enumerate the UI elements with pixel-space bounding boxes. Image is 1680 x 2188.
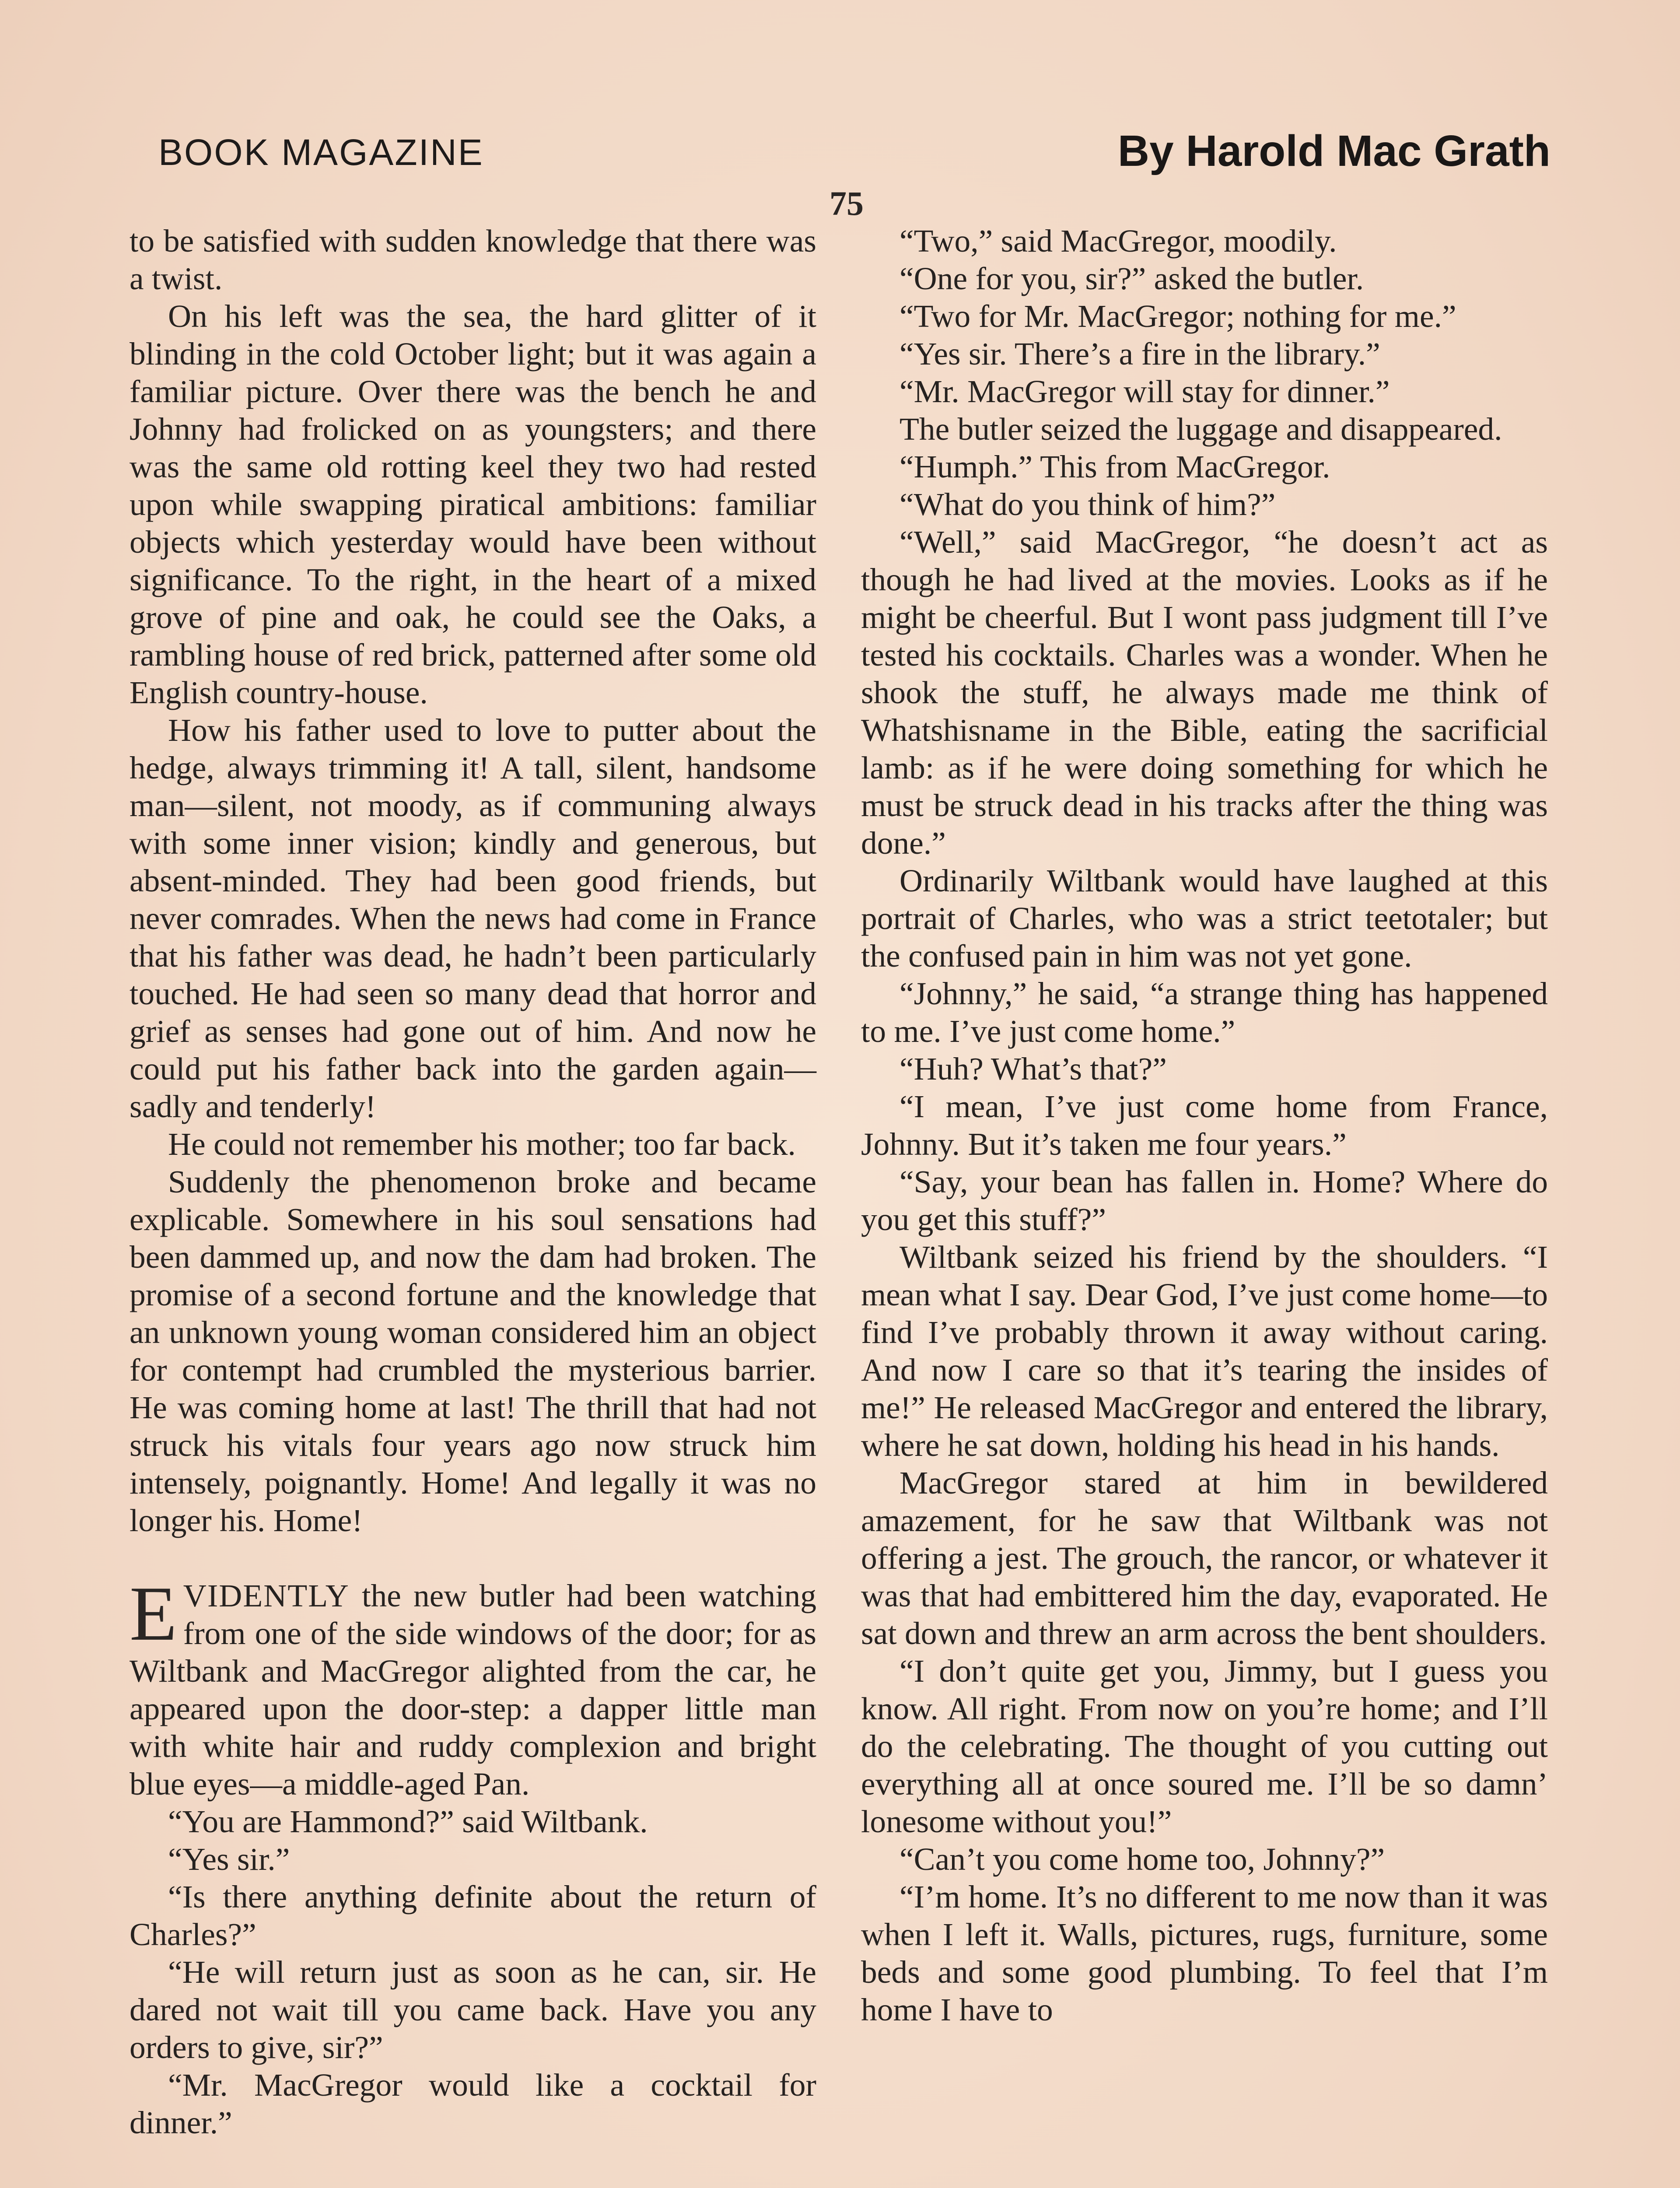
page-number: 75: [830, 184, 864, 222]
paragraph: MacGregor stared at him in bewildered amazement, for he saw that Wiltbank was not offering a jest. The grouch, the rancor, or whatever it was that had embittered him the day, evaporated. He sat down and threw an arm across the bent shoulders.: [861, 1465, 1548, 1651]
right-text-column: [861, 222, 1548, 2029]
paragraph: “I don’t quite get you, Jimmy, but I guess you know. All right. From now on you’re home; and I’ll do the celebrating. The thought of you cutting out everything all at once soured me. I’ll be so damn’ lonesome without you!”: [861, 1653, 1548, 1839]
paragraph: “Mr. MacGregor will stay for dinner.”: [900, 374, 1390, 409]
paragraph: “Yes sir.”: [168, 1841, 290, 1877]
left-text-column: [130, 222, 816, 2142]
paragraph: “He will return just as soon as he can, sir. He dared not wait till you came back. Have you any orders to give, sir?”: [130, 1954, 816, 2065]
paragraph: “Say, your bean has fallen in. Home? Where do you get this stuff?”: [861, 1164, 1548, 1237]
paragraph-text: the new butler had been watching from one of the side windows of the door; for as Wiltbank and MacGregor alighted from the car, he appeared upon the door-step: a dapper little man with white hair and ruddy complexion and bright blue eyes—a middle-aged Pan.: [130, 1578, 816, 1802]
paragraph: Wiltbank seized his friend by the shoulders. “I mean what I say. Dear God, I’ve just come home—to find I’ve probably thrown it away without caring. And now I care so that it’s tearing the insides of me!” He released MacGregor and entered the library, where he sat down, holding his head in his hands.: [861, 1239, 1548, 1463]
author-byline: By Harold Mac Grath: [1117, 126, 1550, 175]
paragraph: “Huh? What’s that?”: [900, 1051, 1167, 1087]
paragraph: “One for you, sir?” asked the butler.: [900, 261, 1364, 296]
paragraph: “Well,” said MacGregor, “he doesn’t act as though he had lived at the movies. Looks as if he might be cheerful. But I wont pass judgment till I’ve tested his cocktails. Charles was a wonder. When he shook the stuff, he always made me think of Whatshisname in the Bible, eating the sacrificial lamb: as if he were doing something for which he must be struck dead in his tracks after the thing was done.”: [861, 524, 1548, 861]
opening-word: VIDENTLY: [183, 1578, 350, 1613]
paragraph: “Two for Mr. MacGregor; nothing for me.”: [900, 298, 1456, 334]
paragraph: The butler seized the luggage and disappeared.: [900, 411, 1502, 447]
publication-title: BOOK MAGAZINE: [158, 132, 484, 173]
paragraph: Ordinarily Wiltbank would have laughed at this portrait of Charles, who was a strict teetotaler; but the confused pain in him was not yet gone.: [861, 863, 1548, 974]
paragraph: “Mr. MacGregor would like a cocktail for dinner.”: [130, 2067, 816, 2140]
paragraph: “I’m home. It’s no different to me now than it was when I left it. Walls, pictures, rugs, furniture, some beds and some good plumbing. To feel that I’m home I have to: [861, 1879, 1548, 2027]
paragraph: Suddenly the phenomenon broke and became explicable. Somewhere in his soul sensations had been dammed up, and now the dam had broken. The promise of a second fortune and the knowledge that an unknown young woman considered him an object for contempt had crumbled the mysterious barrier. He was coming home at last! The thrill that had not struck his vitals four years ago now struck him intensely, poignantly. Home! And legally it was no longer his. Home!: [130, 1164, 816, 1538]
paragraph: “You are Hammond?” said Wiltbank.: [168, 1804, 648, 1839]
paragraph: He could not remember his mother; too far back.: [168, 1126, 796, 1162]
paragraph: “What do you think of him?”: [900, 487, 1276, 522]
drop-cap: E: [130, 1570, 177, 1657]
paragraph: “Yes sir. There’s a fire in the library.”: [900, 336, 1380, 372]
paragraph: to be satisfied with sudden knowledge that there was a twist.: [130, 223, 816, 296]
section-opening-paragraph: [130, 1570, 816, 1803]
paragraph: On his left was the sea, the hard glitter of it blinding in the cold October light; but it was again a familiar picture. Over there was the bench he and Johnny had frolicked on as youngsters; and there was the same old rotting keel they two had rested upon while swapping piratical ambitions: familiar objects which yesterday would have been without significance. To the right, in the heart of a mixed grove of pine and oak, he could see the Oaks, a rambling house of red brick, patterned after some old English country-house.: [130, 298, 816, 710]
paragraph: “Two,” said MacGregor, moodily.: [900, 223, 1337, 259]
paragraph: How his father used to love to putter about the hedge, always trimming it! A tall, silent, handsome man—silent, not moody, as if communing always with some inner vision; kindly and generous, but absent-minded. They had been good friends, but never comrades. When the news had come in France that his father was dead, he hadn’t been particularly touched. He had seen so many dead that horror and grief as senses had gone out of him. And now he could put his father back into the garden again—sadly and tenderly!: [130, 712, 816, 1124]
paragraph: “Can’t you come home too, Johnny?”: [900, 1841, 1385, 1877]
paragraph: “I mean, I’ve just come home from France, Johnny. But it’s taken me four years.”: [861, 1089, 1548, 1162]
paragraph: “Humph.” This from MacGregor.: [900, 449, 1330, 484]
paragraph: “Is there anything definite about the return of Charles?”: [130, 1879, 816, 1952]
paragraph: “Johnny,” he said, “a strange thing has happened to me. I’ve just come home.”: [861, 976, 1548, 1049]
